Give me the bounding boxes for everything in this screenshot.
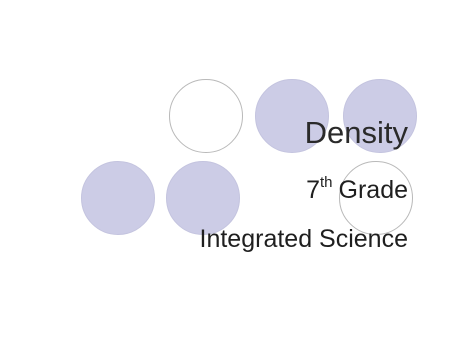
decorative-circle-filled: [81, 161, 155, 235]
slide-title: Density: [304, 115, 408, 150]
subtitle-course: Integrated Science: [199, 225, 408, 253]
grade-word: Grade: [338, 176, 408, 204]
decorative-circle-filled: [166, 161, 240, 235]
subtitle-grade: [306, 176, 408, 205]
grade-number: 7: [306, 176, 320, 204]
grade-ordinal-suffix: th: [320, 174, 333, 191]
decorative-circle-outline: [169, 79, 243, 153]
